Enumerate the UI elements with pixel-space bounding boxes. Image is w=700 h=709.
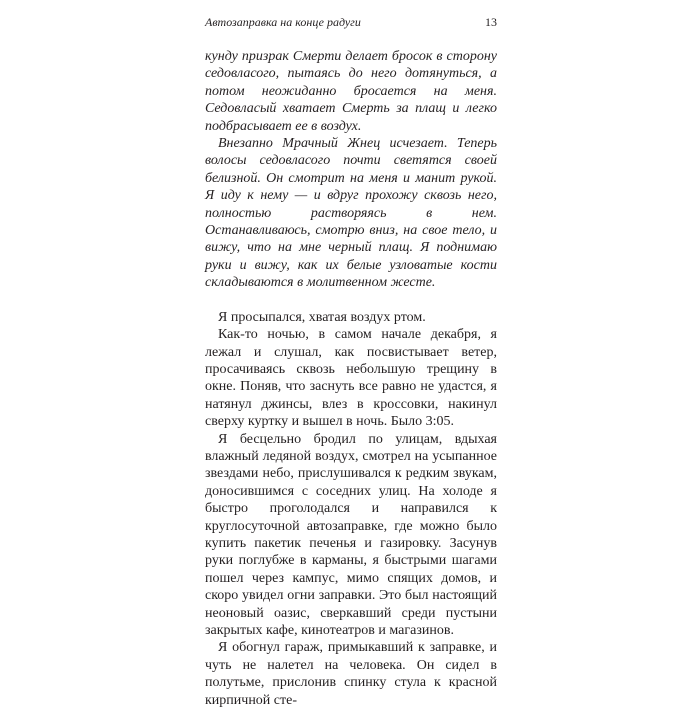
section-gap xyxy=(205,292,497,309)
running-title: Автозаправка на конце радуги xyxy=(205,15,361,29)
narrative-paragraph: Я просыпался, хватая воздух ртом. xyxy=(218,309,426,325)
narrative-paragraph: Я обогнул гараж, примыкавший к заправке, и чуть не налетел на человека. Он сидел в полутьме, прислонив спинку стула к красной кирпичной сте- xyxy=(205,640,497,708)
dream-passage xyxy=(205,48,497,292)
running-header xyxy=(205,15,497,33)
narrative-passage xyxy=(205,309,497,709)
dream-paragraph: Внезапно Мрачный Жнец исчезает. Теперь волосы седовласого почти светятся своей белизной. Он смотрит на меня и манит рукой. Я иду к нему — и вдруг прохожу сквозь него, полностью растворяясь в нем. Останавливаюсь, смотрю вниз, на свое тело, и вижу, что на мне черный плащ. Я поднимаю руки и вижу, как их белые узловатые кости складываются в молитвенном жесте. xyxy=(205,136,497,291)
narrative-paragraph: Как-то ночью, в самом начале декабря, я лежал и слушал, как посвистывает ветер, просачиваясь сквозь небольшую трещину в окне. Поняв, что заснуть все равно не удастся, я натянул джинсы, влез в кроссовки, накинул сверху куртку и вышел в ночь. Было 3:05. xyxy=(205,327,497,430)
dream-paragraph: кунду призрак Смерти делает бросок в сторону седовласого, пытаясь до него дотянуться, а потом неожиданно бросается на меня. Седовласый хватает Смерть за плащ и легко подбрасывает ее в воздух. xyxy=(205,49,497,134)
page-number: 13 xyxy=(485,15,497,29)
narrative-paragraph: Я бесцельно бродил по улицам, вдыхая влажный ледяной воздух, смотрел на усыпанное звездами небо, прислушивался к редким звукам, доносившимся с соседних улиц. На холоде я быстро проголодался и направился к круглосуточной автозаправке, где можно было купить пакетик печенья и газировку. Засунув руки поглубже в карманы, я быстрыми шагами пошел через кампус, мимо спящих домов, и скоро увидел огни заправки. Это был настоящий неоновый оазис, сверкавший среди пустыни закрытых кафе, кинотеатров и магазинов. xyxy=(205,431,497,638)
body-text xyxy=(205,48,497,709)
